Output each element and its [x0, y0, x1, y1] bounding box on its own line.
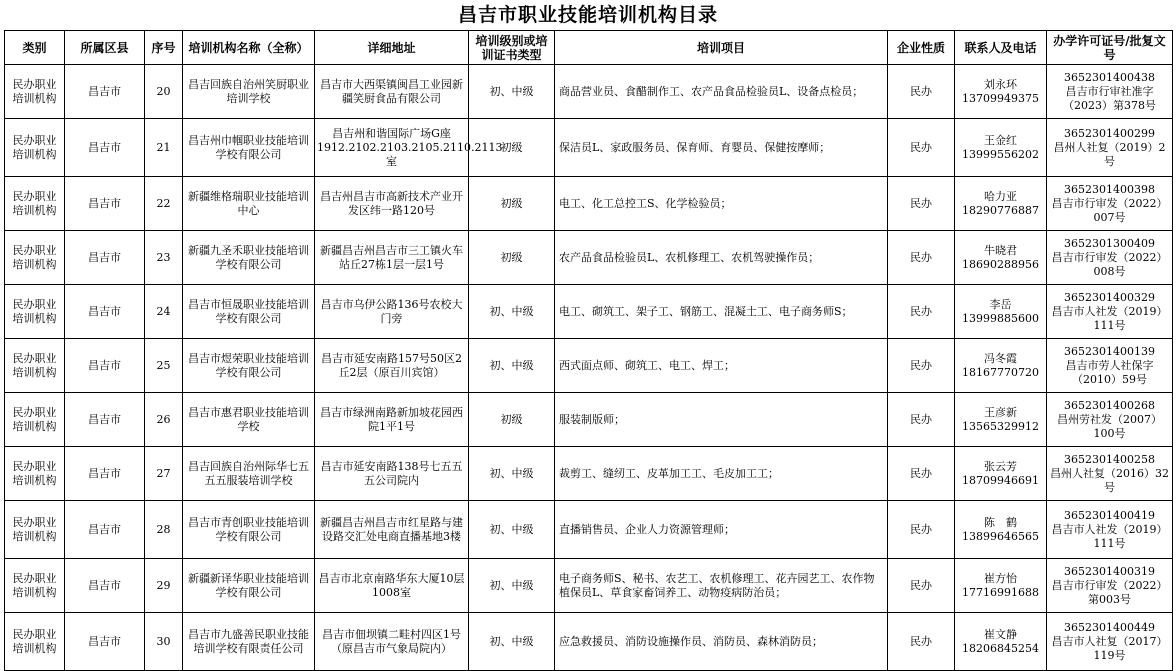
license-number: 3652301400258 — [1064, 452, 1155, 466]
cell-contact — [955, 285, 1047, 339]
cell-seq: 25 — [145, 339, 183, 393]
cell-license — [1047, 65, 1173, 119]
license-document: 昌州人社复（2019）2号 — [1053, 140, 1166, 168]
header-name: 培训机构名称（全称） — [183, 31, 315, 65]
cell-projects: 西式面点师、砌筑工、电工、焊工； — [555, 339, 888, 393]
cell-address: 昌吉市绿洲南路新加坡花园西院1平1号 — [315, 393, 469, 447]
cell-license — [1047, 285, 1173, 339]
cell-level: 初、中级 — [469, 501, 555, 559]
license-number: 3652301300409 — [1064, 236, 1155, 250]
cell-nature: 民办 — [888, 613, 955, 671]
license-document: 昌吉市人社发（2019）111号 — [1051, 304, 1168, 332]
cell-license — [1047, 231, 1173, 285]
license-number: 3652301400449 — [1064, 620, 1155, 634]
cell-level: 初、中级 — [469, 447, 555, 501]
cell-name: 新疆新译华职业技能培训学校有限公司 — [183, 559, 315, 613]
cell-category: 民办职业培训机构 — [5, 559, 65, 613]
cell-license — [1047, 339, 1173, 393]
cell-level: 初级 — [469, 177, 555, 231]
license-number: 3652301400438 — [1064, 70, 1155, 84]
table-row — [5, 447, 1173, 501]
cell-level: 初、中级 — [469, 559, 555, 613]
license-number: 3652301400299 — [1064, 126, 1155, 140]
cell-seq: 29 — [145, 559, 183, 613]
contact-phone: 18709946691 — [962, 473, 1039, 487]
cell-projects: 直播销售员、企业人力资源管理师； — [555, 501, 888, 559]
cell-name: 昌吉市恒晟职业技能培训学校有限公司 — [183, 285, 315, 339]
cell-seq: 24 — [145, 285, 183, 339]
cell-name: 新疆九圣禾职业技能培训学校有限公司 — [183, 231, 315, 285]
cell-district: 昌吉市 — [65, 177, 145, 231]
cell-projects: 电工、砌筑工、架子工、钢筋工、混凝土工、电子商务师S； — [555, 285, 888, 339]
header-contact: 联系人及电话 — [955, 31, 1047, 65]
cell-address: 昌吉州和谐国际广场G座1912.2102.2103.2105.2110.2113室 — [315, 119, 469, 177]
cell-name: 昌吉市惠君职业技能培训学校 — [183, 393, 315, 447]
license-document: 昌州劳社发（2007）100号 — [1057, 412, 1162, 440]
cell-seq: 28 — [145, 501, 183, 559]
cell-district: 昌吉市 — [65, 285, 145, 339]
table-row — [5, 65, 1173, 119]
contact-phone: 17716991688 — [962, 585, 1039, 599]
cell-name: 昌吉回族自治州际华七五五五服装培训学校 — [183, 447, 315, 501]
cell-license — [1047, 393, 1173, 447]
license-document: 昌吉市劳人社保字（2010）59号 — [1065, 358, 1154, 386]
contact-name: 王金红 — [984, 133, 1017, 147]
cell-projects: 裁剪工、缝纫工、皮革加工工、毛皮加工工； — [555, 447, 888, 501]
cell-nature: 民办 — [888, 447, 955, 501]
cell-level: 初级 — [469, 231, 555, 285]
license-number: 3652301400329 — [1064, 290, 1155, 304]
header-address: 详细地址 — [315, 31, 469, 65]
cell-district: 昌吉市 — [65, 65, 145, 119]
license-document: 昌吉市人社发（2019）111号 — [1051, 522, 1168, 550]
license-number: 3652301400398 — [1064, 182, 1155, 196]
cell-seq: 23 — [145, 231, 183, 285]
cell-projects: 农产品食品检验员L、农机修理工、农机驾驶操作员； — [555, 231, 888, 285]
header-nature: 企业性质 — [888, 31, 955, 65]
contact-phone: 13999885600 — [962, 311, 1039, 325]
cell-seq: 26 — [145, 393, 183, 447]
cell-district: 昌吉市 — [65, 447, 145, 501]
cell-contact — [955, 393, 1047, 447]
cell-projects: 商品营业员、食醋制作工、农产品食品检验员L、设备点检员； — [555, 65, 888, 119]
header-license: 办学许可证号/批复文号 — [1047, 31, 1173, 65]
table-body — [5, 65, 1173, 671]
contact-name: 冯冬霞 — [984, 351, 1017, 365]
contact-name: 刘永环 — [984, 77, 1017, 91]
cell-nature: 民办 — [888, 393, 955, 447]
cell-district: 昌吉市 — [65, 559, 145, 613]
contact-name: 张云芳 — [984, 459, 1017, 473]
table-row — [5, 559, 1173, 613]
license-number: 3652301400139 — [1064, 344, 1155, 358]
cell-district: 昌吉市 — [65, 119, 145, 177]
cell-nature: 民办 — [888, 65, 955, 119]
cell-name: 昌吉市青创职业技能培训学校有限公司 — [183, 501, 315, 559]
cell-name: 昌吉回族自治州笑厨职业培训学校 — [183, 65, 315, 119]
license-document: 昌吉市行审发（2022）008号 — [1051, 250, 1168, 278]
contact-name: 王彦新 — [984, 405, 1017, 419]
cell-projects: 服装制版师； — [555, 393, 888, 447]
contact-phone: 13709949375 — [962, 91, 1039, 105]
table-row — [5, 231, 1173, 285]
header-category: 类别 — [5, 31, 65, 65]
license-document: 昌吉市行审发（2022）007号 — [1051, 196, 1168, 224]
table-row — [5, 339, 1173, 393]
cell-address: 新疆昌吉州昌吉市三工镇火车站丘27栋1层一层1号 — [315, 231, 469, 285]
cell-contact — [955, 177, 1047, 231]
cell-seq: 22 — [145, 177, 183, 231]
cell-category: 民办职业培训机构 — [5, 393, 65, 447]
license-document: 昌吉市行审发（2022）第003号 — [1051, 578, 1168, 606]
cell-projects: 电工、化工总控工S、化学检验员； — [555, 177, 888, 231]
cell-nature: 民办 — [888, 177, 955, 231]
table-row — [5, 501, 1173, 559]
cell-license — [1047, 119, 1173, 177]
cell-level: 初、中级 — [469, 339, 555, 393]
cell-license — [1047, 501, 1173, 559]
cell-address: 昌吉州昌吉市高新技术产业开发区纬一路120号 — [315, 177, 469, 231]
cell-name: 昌吉市九盛善民职业技能培训学校有限责任公司 — [183, 613, 315, 671]
cell-address: 昌吉市北京南路华东大厦10层1008室 — [315, 559, 469, 613]
cell-address: 昌吉市延安南路157号50区2丘2层（原百川宾馆） — [315, 339, 469, 393]
cell-address: 昌吉市乌伊公路136号农校大门旁 — [315, 285, 469, 339]
contact-name: 牛晓君 — [984, 243, 1017, 257]
cell-seq: 20 — [145, 65, 183, 119]
contact-name: 李岳 — [989, 297, 1012, 311]
cell-district: 昌吉市 — [65, 613, 145, 671]
cell-category: 民办职业培训机构 — [5, 339, 65, 393]
cell-district: 昌吉市 — [65, 501, 145, 559]
cell-level: 初级 — [469, 393, 555, 447]
cell-nature: 民办 — [888, 231, 955, 285]
cell-contact — [955, 613, 1047, 671]
header-district: 所属区县 — [65, 31, 145, 65]
cell-level: 初、中级 — [469, 65, 555, 119]
cell-contact — [955, 559, 1047, 613]
table-row — [5, 119, 1173, 177]
contact-phone: 18690288956 — [962, 257, 1039, 271]
cell-contact — [955, 119, 1047, 177]
table-row — [5, 393, 1173, 447]
license-number: 3652301400268 — [1064, 398, 1155, 412]
cell-category: 民办职业培训机构 — [5, 177, 65, 231]
cell-address: 昌吉市大西渠镇闽昌工业园新疆笑厨食品有限公司 — [315, 65, 469, 119]
cell-category: 民办职业培训机构 — [5, 501, 65, 559]
cell-category: 民办职业培训机构 — [5, 447, 65, 501]
cell-seq: 30 — [145, 613, 183, 671]
contact-phone: 13999556202 — [962, 147, 1039, 161]
contact-phone: 18290776887 — [962, 203, 1039, 217]
cell-category: 民办职业培训机构 — [5, 231, 65, 285]
table-row — [5, 177, 1173, 231]
cell-seq: 27 — [145, 447, 183, 501]
cell-license — [1047, 447, 1173, 501]
contact-name: 陈 鹤 — [984, 515, 1017, 529]
cell-nature: 民办 — [888, 339, 955, 393]
header-level: 培训级别或培训证书类型 — [469, 31, 555, 65]
contact-phone: 13899646565 — [962, 529, 1039, 543]
cell-name: 新疆维格瑞职业技能培训中心 — [183, 177, 315, 231]
header-projects: 培训项目 — [555, 31, 888, 65]
cell-contact — [955, 447, 1047, 501]
license-document: 昌吉市行审社准字（2023）第378号 — [1063, 84, 1156, 112]
cell-nature: 民办 — [888, 501, 955, 559]
cell-nature: 民办 — [888, 119, 955, 177]
license-document: 昌州人社复（2016）32号 — [1050, 466, 1169, 494]
contact-phone: 18167770720 — [962, 365, 1039, 379]
cell-level: 初、中级 — [469, 613, 555, 671]
cell-category: 民办职业培训机构 — [5, 119, 65, 177]
cell-address: 昌吉市延安南路138号七五五五公司院内 — [315, 447, 469, 501]
cell-name: 昌吉州巾帼职业技能培训学校有限公司 — [183, 119, 315, 177]
cell-name: 昌吉市煜荣职业技能培训学校有限公司 — [183, 339, 315, 393]
cell-category: 民办职业培训机构 — [5, 285, 65, 339]
header-row — [5, 31, 1173, 65]
license-document: 昌吉市人社复（2017）119号 — [1051, 634, 1168, 662]
contact-phone: 18206845254 — [962, 641, 1039, 655]
cell-license — [1047, 177, 1173, 231]
cell-level: 初、中级 — [469, 285, 555, 339]
cell-contact — [955, 231, 1047, 285]
cell-license — [1047, 559, 1173, 613]
cell-seq: 21 — [145, 119, 183, 177]
cell-nature: 民办 — [888, 285, 955, 339]
training-institution-table — [4, 30, 1173, 671]
contact-name: 哈力亚 — [984, 189, 1017, 203]
cell-category: 民办职业培训机构 — [5, 65, 65, 119]
header-seq: 序号 — [145, 31, 183, 65]
contact-name: 崔方怡 — [984, 571, 1017, 585]
cell-level: 初级 — [469, 119, 555, 177]
cell-contact — [955, 65, 1047, 119]
cell-license — [1047, 613, 1173, 671]
cell-district: 昌吉市 — [65, 339, 145, 393]
cell-projects: 保洁员L、家政服务员、保育师、育婴员、保健按摩师； — [555, 119, 888, 177]
table-row — [5, 613, 1173, 671]
cell-district: 昌吉市 — [65, 231, 145, 285]
cell-category: 民办职业培训机构 — [5, 613, 65, 671]
page-title: 昌吉市职业技能培训机构目录 — [457, 4, 718, 26]
cell-contact — [955, 339, 1047, 393]
cell-address: 昌吉市佃坝镇二畦村四区1号（原昌吉市气象局院内） — [315, 613, 469, 671]
cell-contact — [955, 501, 1047, 559]
table-row — [5, 285, 1173, 339]
license-number: 3652301400419 — [1064, 508, 1155, 522]
cell-district: 昌吉市 — [65, 393, 145, 447]
cell-projects: 电子商务师S、秘书、农艺工、农机修理工、花卉园艺工、农作物植保员L、草食家畜饲养工、动物疫病防治员； — [555, 559, 888, 613]
cell-projects: 应急救援员、消防设施操作员、消防员、森林消防员； — [555, 613, 888, 671]
license-number: 3652301400319 — [1064, 564, 1155, 578]
contact-name: 崔文静 — [984, 627, 1017, 641]
cell-nature: 民办 — [888, 559, 955, 613]
cell-address: 新疆昌吉州昌吉市红星路与建设路交汇处电商直播基地3楼 — [315, 501, 469, 559]
contact-phone: 13565329912 — [962, 419, 1039, 433]
